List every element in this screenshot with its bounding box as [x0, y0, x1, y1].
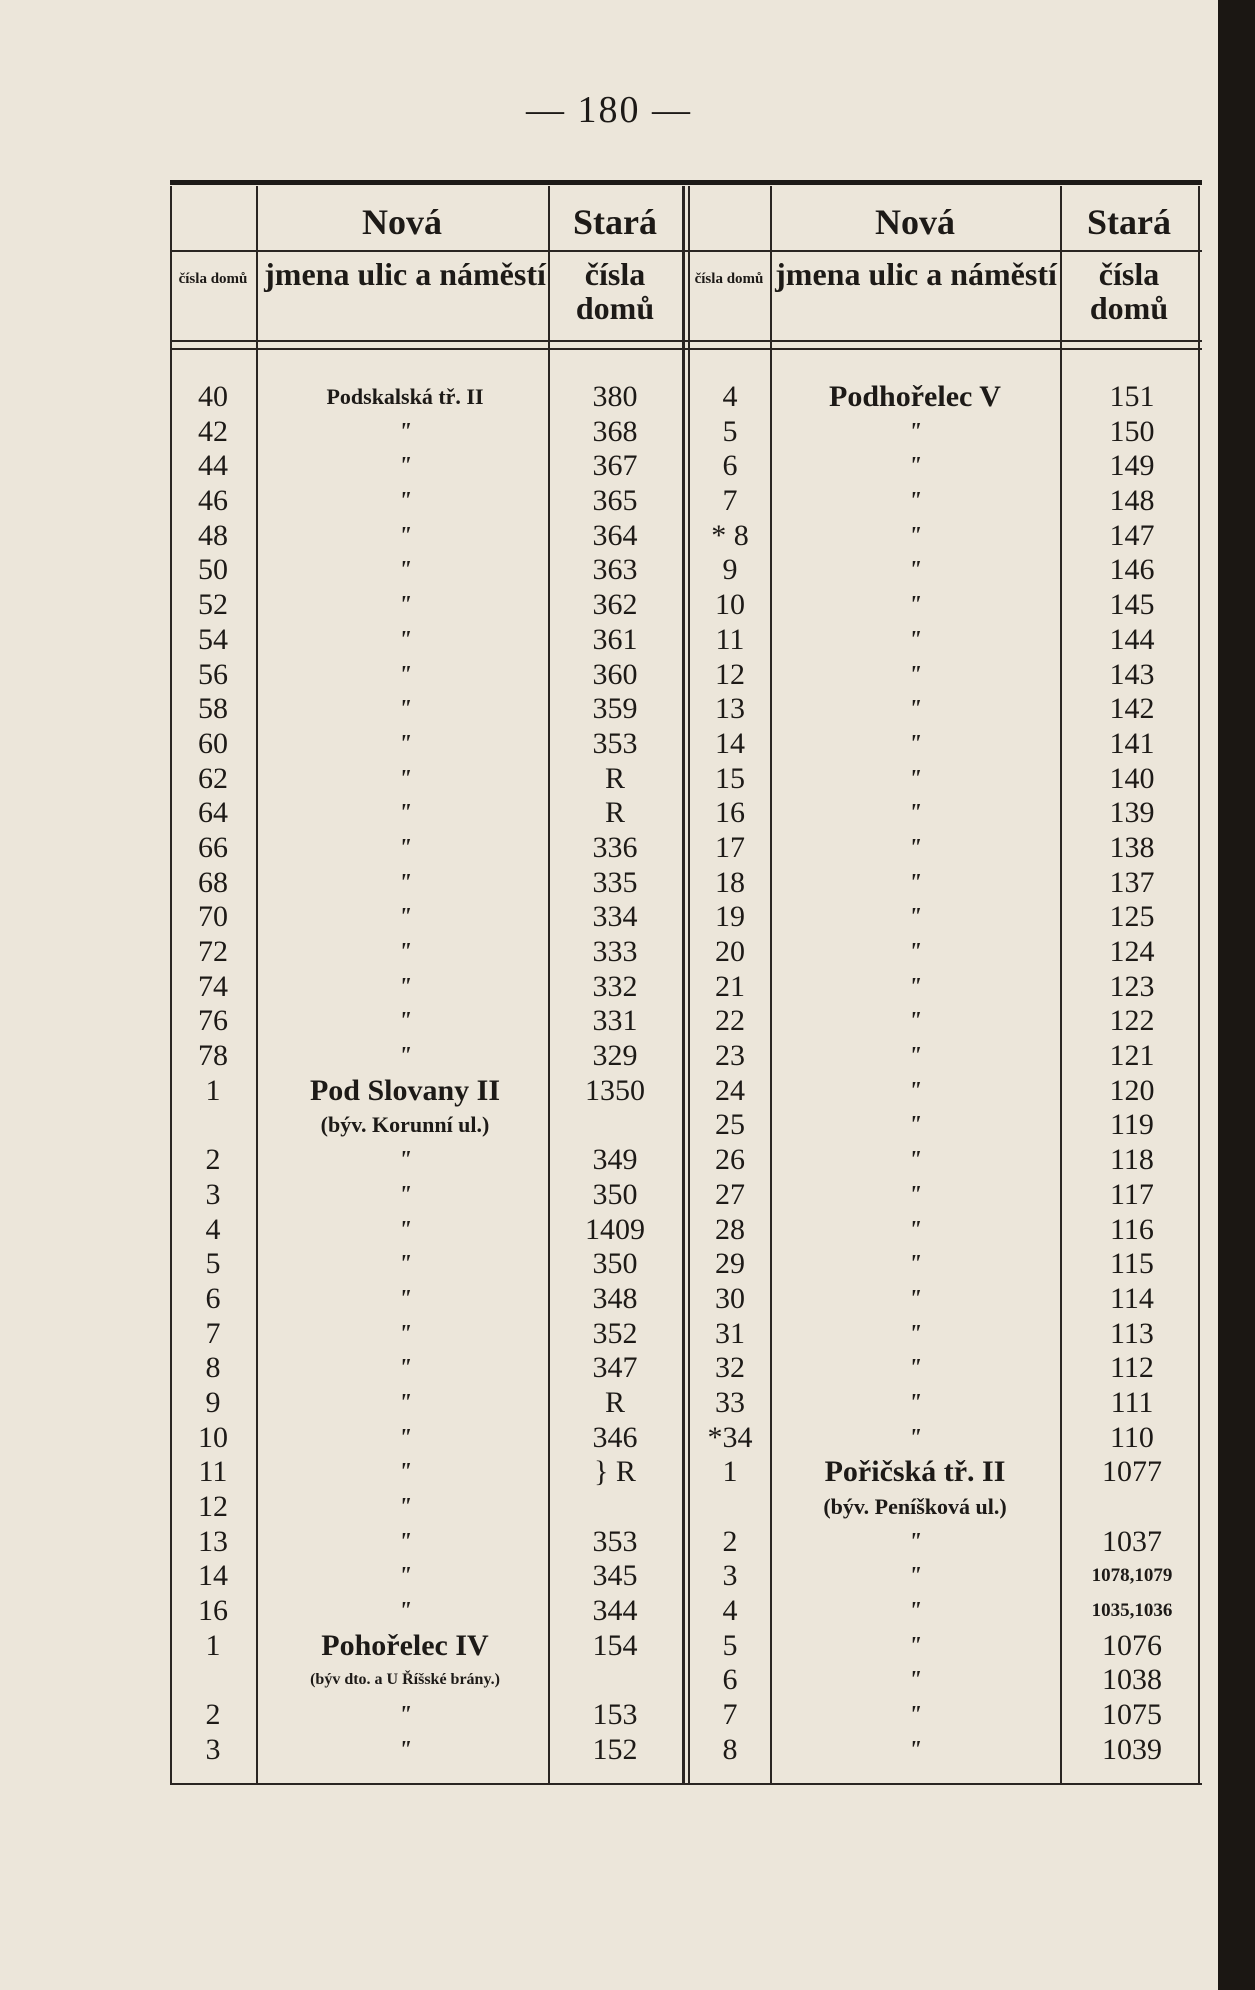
table-row — [170, 519, 1202, 554]
old-number-right: 124 — [1109, 935, 1155, 968]
street-name-right: " — [908, 904, 922, 931]
table-row — [170, 1663, 1202, 1698]
street-name-left: " — [398, 800, 412, 827]
old-number-right: 120 — [1109, 1073, 1155, 1107]
street-name-left: Pod Slovany II — [309, 1073, 501, 1107]
old-number-left: 345 — [592, 1559, 638, 1593]
old-number-left: 361 — [592, 622, 638, 656]
street-name-left: " — [398, 1355, 412, 1382]
street-name-left: " — [398, 661, 412, 688]
header-nova-left: Nová — [362, 202, 442, 242]
new-number-right: 16 — [715, 796, 745, 830]
old-number-right: 148 — [1109, 484, 1155, 518]
street-name-left: " — [398, 557, 412, 584]
old-number-left: 334 — [592, 900, 638, 934]
new-number-right: 23 — [715, 1039, 745, 1073]
street-name-right: " — [908, 1355, 922, 1382]
old-number-right: 118 — [1110, 1143, 1154, 1177]
table-row — [170, 1698, 1202, 1733]
new-number-right: 26 — [715, 1143, 745, 1177]
new-number-left: 3 — [205, 1177, 221, 1211]
page-number: — 180 — — [526, 89, 692, 131]
street-name-left: " — [398, 1181, 412, 1208]
table-row — [170, 1351, 1202, 1386]
old-number-left: 153 — [592, 1698, 638, 1732]
old-number-right: 114 — [1110, 1281, 1154, 1315]
street-name-right: " — [908, 626, 922, 653]
old-number-left: 154 — [592, 1628, 638, 1662]
street-name-right: " — [908, 1112, 922, 1139]
new-number-left: 10 — [198, 1420, 228, 1454]
street-name-right: " — [908, 1320, 922, 1347]
old-number-left: 360 — [592, 657, 638, 691]
new-number-right: 11 — [715, 622, 745, 656]
street-name-left: Podskalská tř. II — [326, 384, 484, 409]
street-name-right: " — [908, 1563, 922, 1590]
new-number-right: 33 — [715, 1385, 745, 1419]
street-name-right: " — [908, 973, 922, 1000]
old-number-left: 364 — [592, 518, 638, 552]
old-number-right: 112 — [1110, 1351, 1154, 1385]
new-number-left: 12 — [198, 1490, 228, 1523]
table-row — [170, 1733, 1202, 1768]
street-name-right: " — [908, 488, 922, 515]
old-number-left: 346 — [592, 1420, 638, 1454]
table-row — [170, 553, 1202, 588]
new-number-left: 58 — [198, 692, 228, 726]
new-number-right: 12 — [715, 657, 745, 691]
old-number-left: 350 — [592, 1177, 638, 1211]
street-name-left: " — [398, 522, 412, 549]
street-name-left: " — [398, 1736, 412, 1763]
street-name-left: " — [398, 1424, 412, 1451]
old-number-left: 363 — [592, 553, 638, 587]
header-rule — [170, 340, 1202, 342]
old-number-left: R — [604, 796, 625, 830]
old-number-right: 1037 — [1102, 1524, 1162, 1558]
old-number-left: 352 — [592, 1316, 638, 1350]
street-name-left: " — [398, 453, 412, 480]
table-row — [170, 1143, 1202, 1178]
table-row — [170, 935, 1202, 970]
street-name-left: " — [398, 1389, 412, 1416]
table-row — [170, 1247, 1202, 1282]
street-name-right: Podhořelec V — [829, 380, 1001, 413]
street-name-right: " — [908, 1077, 922, 1104]
table-body — [170, 380, 1202, 1768]
street-name-right: " — [908, 696, 922, 723]
street-name-right: " — [908, 661, 922, 688]
table-row — [170, 762, 1202, 797]
new-number-right: 7 — [722, 1698, 738, 1732]
old-number-left: 362 — [592, 588, 638, 622]
new-number-right: 10 — [715, 588, 745, 622]
street-name-right: " — [908, 1632, 922, 1659]
new-number-right: 4 — [722, 1594, 738, 1628]
new-number-left: 64 — [198, 796, 228, 830]
street-name-right: " — [908, 557, 922, 584]
street-name-right: " — [908, 765, 922, 792]
new-number-left: 46 — [198, 484, 228, 518]
new-number-right: 6 — [722, 449, 738, 483]
street-name-left: Pohořelec IV — [321, 1628, 489, 1662]
new-number-left: 14 — [198, 1559, 228, 1593]
old-number-left: 350 — [592, 1247, 638, 1281]
new-number-right: 6 — [722, 1663, 738, 1697]
table-row — [170, 866, 1202, 901]
old-number-right: 1078,1079 — [1091, 1565, 1173, 1587]
new-number-right: 25 — [715, 1108, 745, 1142]
street-name-right: " — [908, 1424, 922, 1451]
new-number-right: 21 — [715, 969, 745, 1003]
table-row — [170, 727, 1202, 762]
old-number-right: 139 — [1109, 796, 1155, 830]
table-row — [170, 1629, 1202, 1664]
street-name-left: " — [398, 1251, 412, 1278]
street-name-left: " — [398, 592, 412, 619]
table-row — [170, 588, 1202, 623]
new-number-left: 52 — [198, 588, 228, 622]
new-number-right: 30 — [715, 1281, 745, 1315]
street-name-left: " — [398, 765, 412, 792]
new-number-left: 56 — [198, 657, 228, 691]
new-number-left: 76 — [198, 1004, 228, 1038]
street-name-left: " — [398, 1320, 412, 1347]
old-number-right: 149 — [1109, 449, 1155, 483]
street-name-right: " — [908, 1667, 922, 1694]
old-number-right: 147 — [1109, 518, 1155, 552]
old-number-left: 353 — [592, 1524, 638, 1558]
street-name-left: " — [398, 834, 412, 861]
new-number-right: 19 — [715, 900, 745, 934]
new-number-left: 7 — [205, 1316, 221, 1350]
old-number-right: 1035,1036 — [1091, 1600, 1173, 1622]
old-number-left: 344 — [592, 1594, 638, 1628]
header-cisla-domu-small-right: čísla domů — [694, 271, 764, 287]
table-row — [170, 415, 1202, 450]
street-name-right: " — [908, 730, 922, 757]
old-number-left: 380 — [592, 380, 638, 413]
old-number-right: 1038 — [1102, 1663, 1162, 1697]
old-number-left: R — [604, 1385, 625, 1419]
street-name-left: (býv dto. a U Říšské brány.) — [310, 1671, 500, 1689]
new-number-right: *34 — [707, 1420, 753, 1454]
old-number-left: 336 — [592, 830, 638, 864]
street-name-left: " — [398, 418, 412, 445]
street-name-right: " — [908, 522, 922, 549]
new-number-left: 1 — [205, 1628, 221, 1662]
new-number-right: 5 — [722, 414, 738, 448]
new-number-left: 3 — [205, 1732, 221, 1766]
new-number-right: 18 — [715, 865, 745, 899]
table-row — [170, 970, 1202, 1005]
table-row — [170, 484, 1202, 519]
street-name-left: " — [398, 904, 412, 931]
new-number-right: 29 — [715, 1247, 745, 1281]
table-row — [170, 692, 1202, 727]
old-number-right: 116 — [1110, 1212, 1154, 1246]
old-number-right: 1075 — [1102, 1698, 1162, 1732]
street-name-right: " — [908, 1216, 922, 1243]
new-number-left: 6 — [205, 1281, 221, 1315]
new-number-left: 5 — [205, 1247, 221, 1281]
old-number-left: R — [604, 761, 625, 795]
header-nova-right: Nová — [875, 202, 955, 242]
old-number-right: 1076 — [1102, 1628, 1162, 1662]
new-number-left: 72 — [198, 935, 228, 968]
street-name-left: " — [398, 1528, 412, 1555]
new-number-left: 9 — [205, 1385, 221, 1419]
old-number-right: 111 — [1110, 1385, 1154, 1419]
table-row — [170, 1525, 1202, 1560]
new-number-right: 4 — [722, 380, 738, 413]
old-number-left: 1350 — [585, 1073, 645, 1107]
old-number-right: 115 — [1110, 1247, 1154, 1281]
new-number-left: 42 — [198, 414, 228, 448]
new-number-left: 2 — [205, 1143, 221, 1177]
table-row — [170, 831, 1202, 866]
new-number-right: 20 — [715, 935, 745, 968]
old-number-left: 152 — [592, 1732, 638, 1766]
table-row — [170, 1421, 1202, 1456]
table-row — [170, 1594, 1202, 1629]
top-rule — [170, 180, 1202, 185]
old-number-right: 137 — [1109, 865, 1155, 899]
old-number-right: 146 — [1109, 553, 1155, 587]
old-number-right: 121 — [1109, 1039, 1155, 1073]
new-number-right: 24 — [715, 1073, 745, 1107]
old-number-left: 353 — [592, 726, 638, 760]
new-number-right: * 8 — [711, 518, 749, 552]
old-number-right: 151 — [1109, 380, 1155, 413]
street-name-left: " — [398, 1216, 412, 1243]
old-number-right: 144 — [1109, 622, 1155, 656]
table-row — [170, 1213, 1202, 1248]
street-name-right: " — [908, 834, 922, 861]
header-rule — [170, 348, 1202, 350]
new-number-left: 8 — [205, 1351, 221, 1385]
street-name-left: " — [398, 1494, 412, 1520]
new-number-right: 7 — [722, 484, 738, 518]
old-number-left: 347 — [592, 1351, 638, 1385]
new-number-left: 2 — [205, 1698, 221, 1732]
table-row — [170, 380, 1202, 415]
new-number-left: 78 — [198, 1039, 228, 1073]
street-name-right: " — [908, 1043, 922, 1070]
old-number-right: 1039 — [1102, 1732, 1162, 1766]
street-name-right: " — [908, 1147, 922, 1174]
table-row — [170, 900, 1202, 935]
old-number-left: 368 — [592, 414, 638, 448]
street-name-left: " — [398, 730, 412, 757]
old-number-right: 119 — [1110, 1108, 1154, 1142]
old-number-right: 138 — [1109, 830, 1155, 864]
old-number-right: 125 — [1109, 900, 1155, 934]
new-number-left: 66 — [198, 830, 228, 864]
table-row — [170, 1386, 1202, 1421]
old-number-right: 145 — [1109, 588, 1155, 622]
old-number-left: 331 — [592, 1004, 638, 1038]
street-name-left: " — [398, 1043, 412, 1070]
street-name-left: " — [398, 1459, 412, 1486]
old-number-left: 333 — [592, 935, 638, 968]
new-number-right: 17 — [715, 830, 745, 864]
header-rule — [170, 250, 1202, 252]
old-number-right: 142 — [1109, 692, 1155, 726]
old-number-right: 123 — [1109, 969, 1155, 1003]
old-number-left: 348 — [592, 1281, 638, 1315]
new-number-left: 13 — [198, 1524, 228, 1558]
header-cisla-domu-small-left: čísla domů — [178, 271, 248, 287]
header-jmena-right: jmena ulic a náměstí — [775, 256, 1057, 292]
old-number-left: 367 — [592, 449, 638, 483]
table-row — [170, 1004, 1202, 1039]
street-name-right: " — [908, 1736, 922, 1763]
new-number-left: 11 — [198, 1455, 228, 1489]
table-row — [170, 1074, 1202, 1109]
table-row — [170, 1559, 1202, 1594]
new-number-left: 16 — [198, 1594, 228, 1628]
new-number-left: 1 — [205, 1073, 221, 1107]
old-number-left: 332 — [592, 969, 638, 1003]
street-number-table — [170, 180, 1202, 1785]
new-number-right: 28 — [715, 1212, 745, 1246]
header-cisla-domu-left: čísla domů — [575, 256, 655, 326]
street-name-right: " — [908, 453, 922, 480]
table-row — [170, 658, 1202, 693]
table-row — [170, 1039, 1202, 1074]
old-number-right: 122 — [1109, 1004, 1155, 1038]
old-number-left: 335 — [592, 865, 638, 899]
old-number-left: 349 — [592, 1143, 638, 1177]
new-number-left: 60 — [198, 726, 228, 760]
header-stara-left: Stará — [573, 202, 657, 242]
street-name-left: " — [398, 1702, 412, 1729]
table-row — [170, 1490, 1202, 1525]
old-number-right: 143 — [1109, 657, 1155, 691]
table-row — [170, 1317, 1202, 1352]
old-number-right: 117 — [1110, 1177, 1154, 1211]
table-row — [170, 1455, 1202, 1490]
new-number-left: 50 — [198, 553, 228, 587]
old-number-right: 113 — [1110, 1316, 1154, 1350]
street-name-right: " — [908, 1528, 922, 1555]
street-name-left: " — [398, 1285, 412, 1312]
old-number-left: } R — [594, 1455, 636, 1489]
street-name-right: " — [908, 1702, 922, 1729]
table-row — [170, 796, 1202, 831]
new-number-left: 44 — [198, 449, 228, 483]
new-number-right: 15 — [715, 761, 745, 795]
street-name-right: " — [908, 1008, 922, 1035]
new-number-right: 8 — [722, 1732, 738, 1766]
new-number-left: 74 — [198, 969, 228, 1003]
old-number-right: 140 — [1109, 761, 1155, 795]
street-name-right: " — [908, 1389, 922, 1416]
new-number-right: 22 — [715, 1004, 745, 1038]
street-name-right: " — [908, 1181, 922, 1208]
table-row — [170, 623, 1202, 658]
street-name-right: (býv. Peníšková ul.) — [823, 1494, 1007, 1519]
header-jmena-left: jmena ulic a náměstí — [264, 256, 546, 292]
table-row — [170, 449, 1202, 484]
table-row — [170, 1178, 1202, 1213]
street-name-left: " — [398, 488, 412, 515]
new-number-right: 1 — [722, 1455, 738, 1489]
new-number-right: 27 — [715, 1177, 745, 1211]
old-number-right: 150 — [1109, 414, 1155, 448]
street-name-right: " — [908, 592, 922, 619]
new-number-right: 9 — [722, 553, 738, 587]
street-name-left: (býv. Korunní ul.) — [320, 1112, 490, 1138]
table-row — [170, 1282, 1202, 1317]
street-name-right: " — [908, 1285, 922, 1312]
old-number-left: 329 — [592, 1039, 638, 1073]
new-number-right: 2 — [722, 1524, 738, 1558]
street-name-left: " — [398, 1563, 412, 1590]
new-number-left: 4 — [205, 1212, 221, 1246]
old-number-left: 365 — [592, 484, 638, 518]
street-name-left: " — [398, 696, 412, 723]
street-name-right: " — [908, 800, 922, 827]
new-number-right: 14 — [715, 726, 745, 760]
new-number-left: 48 — [198, 518, 228, 552]
street-name-right: " — [908, 418, 922, 445]
street-name-left: " — [398, 939, 412, 965]
new-number-right: 5 — [722, 1628, 738, 1662]
street-name-left: " — [398, 869, 412, 896]
street-name-left: " — [398, 1147, 412, 1174]
new-number-left: 54 — [198, 622, 228, 656]
old-number-right: 110 — [1110, 1420, 1154, 1454]
new-number-right: 32 — [715, 1351, 745, 1385]
new-number-right: 3 — [722, 1559, 738, 1593]
header-cisla-domu-right: čísla domů — [1089, 256, 1169, 326]
old-number-left: 359 — [592, 692, 638, 726]
street-name-right: Pořičská tř. II — [824, 1455, 1006, 1489]
street-name-left: " — [398, 1008, 412, 1035]
table-row — [170, 1108, 1202, 1143]
street-name-left: " — [398, 626, 412, 653]
header-stara-right: Stará — [1087, 202, 1171, 242]
new-number-left: 68 — [198, 865, 228, 899]
new-number-right: 13 — [715, 692, 745, 726]
new-number-left: 62 — [198, 761, 228, 795]
new-number-left: 40 — [198, 380, 228, 413]
new-number-left: 70 — [198, 900, 228, 934]
street-name-left: " — [398, 1598, 412, 1625]
old-number-left: 1409 — [585, 1212, 645, 1246]
old-number-right: 141 — [1109, 726, 1155, 760]
new-number-right: 31 — [715, 1316, 745, 1350]
street-name-left: " — [398, 973, 412, 1000]
street-name-right: " — [908, 1251, 922, 1278]
street-name-right: " — [908, 939, 922, 965]
street-name-right: " — [908, 869, 922, 896]
bottom-rule — [170, 1783, 1202, 1785]
old-number-right: 1077 — [1102, 1455, 1162, 1489]
street-name-right: " — [908, 1598, 922, 1625]
